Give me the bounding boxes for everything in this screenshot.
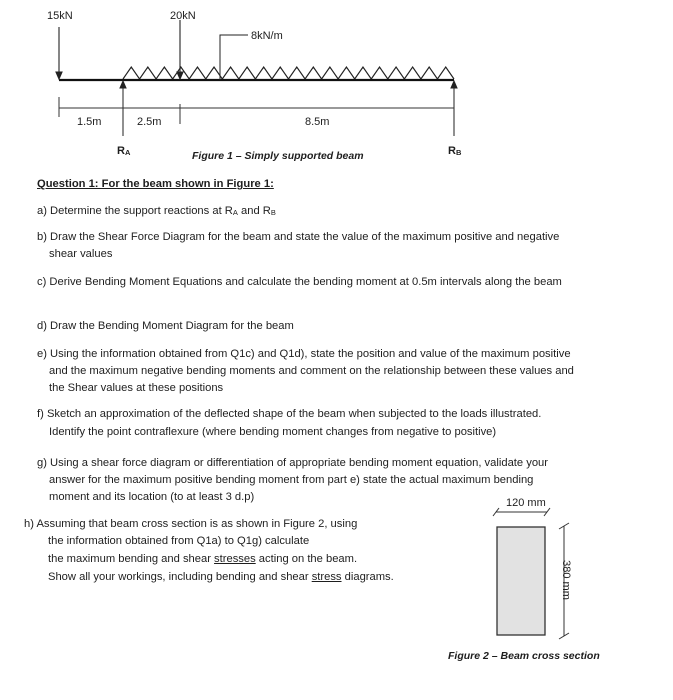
question-g-line1: g) Using a shear force diagram or differentiation of appropriate bending moment equation, validate your xyxy=(37,457,548,469)
question-c: c) Derive Bending Moment Equations and calculate the bending moment at 0.5m intervals along the beam xyxy=(37,276,562,288)
question-d: d) Draw the Bending Moment Diagram for the beam xyxy=(37,320,294,332)
distributed-load-triangles xyxy=(123,67,454,79)
question-e-line2: and the maximum negative bending moments and comment on the relationship between these values and xyxy=(49,365,574,377)
ra-letter: R xyxy=(117,145,125,157)
reaction-a-label xyxy=(117,145,130,157)
dim-1-5m-label: 1.5m xyxy=(77,116,102,128)
rb-letter: R xyxy=(448,145,456,157)
question-h-line2: the information obtained from Q1a) to Q1g) calculate xyxy=(48,535,310,547)
figure-2-caption: Figure 2 – Beam cross section xyxy=(448,650,600,662)
question-e-line3: the Shear values at these positions xyxy=(49,382,224,394)
reaction-b-label xyxy=(448,145,461,157)
question-h-line1: h) Assuming that beam cross section is as shown in Figure 2, using xyxy=(24,518,358,530)
dimension-line xyxy=(59,97,454,124)
ra-subscript: A xyxy=(124,148,131,157)
point-load-20kn-arrow xyxy=(177,20,183,79)
h4-underlined: stress xyxy=(311,571,342,583)
question-f-line1: f) Sketch an approximation of the deflected shape of the beam when subjected to the loads illustrated. xyxy=(37,408,542,420)
question-h-line4 xyxy=(48,570,394,584)
udl-leader-line xyxy=(220,35,248,80)
h3-underlined: stresses xyxy=(214,553,256,565)
question-a xyxy=(37,204,276,220)
dim-2-5m-label: 2.5m xyxy=(137,116,162,128)
udl-label: 8kN/m xyxy=(251,30,283,42)
figure-1-caption: Figure 1 – Simply supported beam xyxy=(192,150,364,162)
h3-text: the maximum bending and shear xyxy=(48,553,215,565)
question-a-sub-b: B xyxy=(270,208,276,217)
rb-subscript: B xyxy=(455,148,462,157)
figure-2-cross-section xyxy=(493,508,569,639)
h4-text-end: diagrams. xyxy=(341,571,394,583)
question-a-sub-a: A xyxy=(232,208,238,217)
question-heading: Question 1: For the beam shown in Figure 1: xyxy=(37,178,274,190)
point-load-15kn-arrow xyxy=(56,27,62,79)
load-15kn-label: 15kN xyxy=(47,10,73,22)
section-width-label: 120 mm xyxy=(506,497,546,509)
question-a-text: a) Determine the support reactions at R xyxy=(37,205,233,217)
question-a-and: and R xyxy=(237,205,271,217)
h3-text-end: acting on the beam. xyxy=(255,553,358,565)
section-height-label: 380 mm xyxy=(559,560,572,600)
question-e-line1: e) Using the information obtained from Q1c) and Q1d), state the position and value of the maximum positive xyxy=(37,348,571,360)
question-h-line3 xyxy=(48,552,357,566)
udl-zigzag xyxy=(123,67,454,79)
question-g-line2: answer for the maximum positive bending moment from part e) state the actual maximum bending xyxy=(49,474,534,486)
dim-8-5m-label: 8.5m xyxy=(305,116,330,128)
question-b-line1: b) Draw the Shear Force Diagram for the beam and state the value of the maximum positive and negative xyxy=(37,231,560,243)
load-20kn-label: 20kN xyxy=(170,10,196,22)
question-f-line2: Identify the point contraflexure (where bending moment changes from negative to positive) xyxy=(49,426,497,438)
h4-text: Show all your workings, including bending and shear xyxy=(48,571,312,583)
question-g-line3: moment and its location (to at least 3 d.p) xyxy=(49,491,255,503)
question-b-line2: shear values xyxy=(49,248,113,260)
